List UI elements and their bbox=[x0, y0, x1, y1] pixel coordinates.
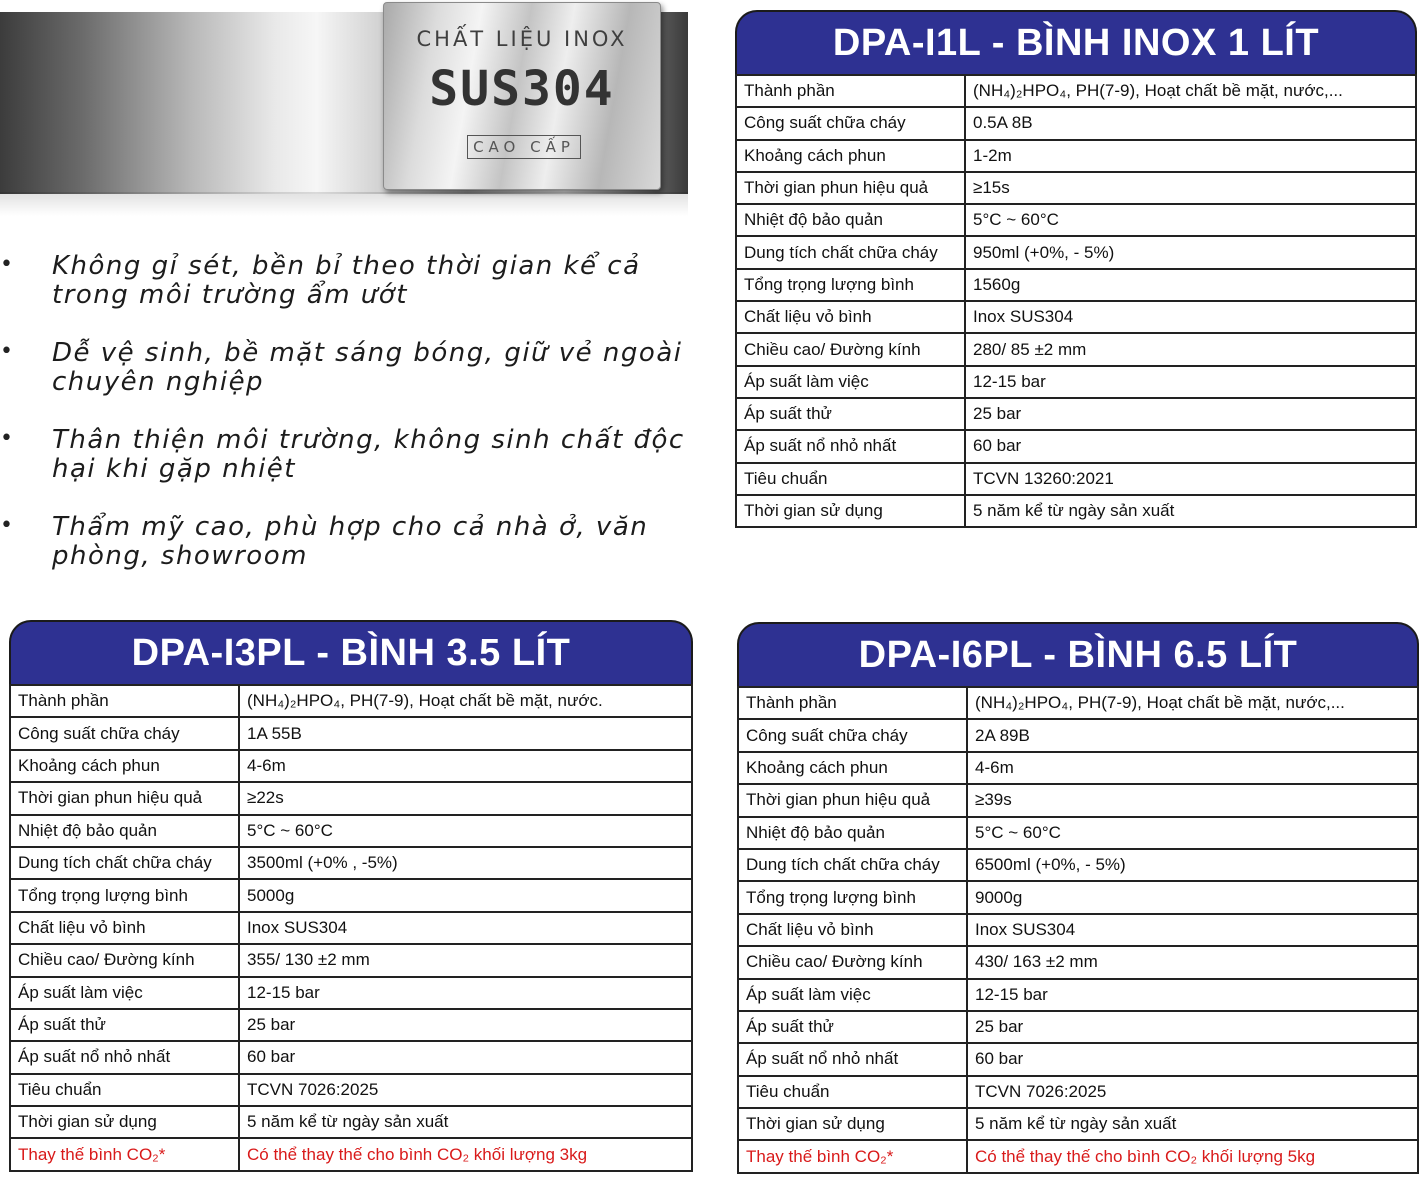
spec-label: Thành phần bbox=[10, 685, 239, 717]
spec-value: TCVN 7026:2025 bbox=[967, 1076, 1418, 1108]
spec-value: 5°C ~ 60°C bbox=[965, 204, 1416, 236]
spec-value: 12-15 bar bbox=[967, 979, 1418, 1011]
spec-row bbox=[738, 1108, 1418, 1140]
spec-label: Áp suất làm việc bbox=[738, 979, 967, 1011]
plate-line-2: SUS304 bbox=[429, 61, 615, 117]
spec-label: Chiều cao/ Đường kính bbox=[738, 946, 967, 978]
spec-row bbox=[736, 269, 1416, 301]
spec-row bbox=[738, 687, 1418, 719]
spec-label: Áp suất làm việc bbox=[10, 977, 239, 1009]
spec-row bbox=[10, 782, 692, 814]
spec-value: 5000g bbox=[239, 879, 692, 911]
spec-label: Tổng trọng lượng bình bbox=[736, 269, 965, 301]
spec-label: Thời gian sử dụng bbox=[736, 495, 965, 527]
spec-row bbox=[10, 912, 692, 944]
spec-row bbox=[10, 1106, 692, 1138]
spec-row bbox=[736, 236, 1416, 268]
spec-label: Thời gian phun hiệu quả bbox=[736, 172, 965, 204]
spec-value: 5°C ~ 60°C bbox=[967, 817, 1418, 849]
spec-value: ≥15s bbox=[965, 172, 1416, 204]
spec-label: Công suất chữa cháy bbox=[738, 719, 967, 751]
spec-row bbox=[10, 1009, 692, 1041]
spec-row bbox=[736, 463, 1416, 495]
spec-value: 355/ 130 ±2 mm bbox=[239, 944, 692, 976]
spec-label: Chiều cao/ Đường kính bbox=[736, 333, 965, 365]
feature-text: Thẩm mỹ cao, phù hợp cho cả nhà ở, văn phòng, showroom bbox=[52, 512, 649, 571]
spec-label: Nhiệt độ bảo quản bbox=[10, 815, 239, 847]
spec-row bbox=[736, 107, 1416, 139]
spec-row bbox=[738, 979, 1418, 1011]
spec-row bbox=[738, 1011, 1418, 1043]
spec-value: 280/ 85 ±2 mm bbox=[965, 333, 1416, 365]
spec-label: Dung tích chất chữa cháy bbox=[10, 847, 239, 879]
spec-table-6-5l bbox=[737, 622, 1419, 1174]
spec-value: 430/ 163 ±2 mm bbox=[967, 946, 1418, 978]
spec-value: (NH₄)₂HPO₄, PH(7-9), Hoạt chất bề mặt, nước,... bbox=[967, 687, 1418, 719]
spec-label: Chiều cao/ Đường kính bbox=[10, 944, 239, 976]
spec-label: Áp suất thử bbox=[736, 398, 965, 430]
spec-label: Áp suất nổ nhỏ nhất bbox=[736, 430, 965, 462]
spec-row bbox=[736, 172, 1416, 204]
spec-label: Chất liệu vỏ bình bbox=[736, 301, 965, 333]
spec-row bbox=[738, 881, 1418, 913]
spec-table-body bbox=[9, 684, 693, 1172]
spec-row bbox=[10, 847, 692, 879]
spec-label: Thời gian phun hiệu quả bbox=[738, 784, 967, 816]
bullet-icon: • bbox=[0, 252, 13, 277]
spec-row bbox=[738, 817, 1418, 849]
spec-title: DPA-I3PL - BÌNH 3.5 LÍT bbox=[9, 620, 693, 684]
spec-label: Áp suất nổ nhỏ nhất bbox=[738, 1043, 967, 1075]
feature-text: Dễ vệ sinh, bề mặt sáng bóng, giữ vẻ ngoài chuyên nghiệp bbox=[52, 338, 683, 397]
spec-row bbox=[10, 879, 692, 911]
spec-row bbox=[736, 495, 1416, 527]
feature-item bbox=[0, 426, 700, 483]
spec-value: 60 bar bbox=[967, 1043, 1418, 1075]
spec-label: Nhiệt độ bảo quản bbox=[738, 817, 967, 849]
spec-table-1l bbox=[735, 10, 1417, 528]
spec-value: 950ml (+0%, - 5%) bbox=[965, 236, 1416, 268]
spec-row bbox=[736, 398, 1416, 430]
spec-row bbox=[736, 333, 1416, 365]
spec-row bbox=[738, 784, 1418, 816]
spec-value: 25 bar bbox=[965, 398, 1416, 430]
spec-value: 4-6m bbox=[239, 750, 692, 782]
bullet-icon: • bbox=[0, 513, 13, 538]
spec-row bbox=[10, 750, 692, 782]
spec-label: Áp suất thử bbox=[738, 1011, 967, 1043]
spec-value: 12-15 bar bbox=[239, 977, 692, 1009]
spec-value: (NH₄)₂HPO₄, PH(7-9), Hoạt chất bề mặt, nước,... bbox=[965, 75, 1416, 107]
spec-row bbox=[10, 717, 692, 749]
spec-row bbox=[10, 685, 692, 717]
spec-value: 60 bar bbox=[239, 1041, 692, 1073]
bullet-icon: • bbox=[0, 339, 13, 364]
spec-value: Inox SUS304 bbox=[965, 301, 1416, 333]
spec-value: 1560g bbox=[965, 269, 1416, 301]
spec-label: Thời gian sử dụng bbox=[10, 1106, 239, 1138]
plate-line-1: CHẤT LIỆU INOX bbox=[416, 27, 628, 51]
spec-value: Inox SUS304 bbox=[967, 914, 1418, 946]
spec-row bbox=[736, 140, 1416, 172]
spec-value: Có thể thay thế cho bình CO₂ khối lượng 3kg bbox=[239, 1138, 692, 1170]
spec-label: Công suất chữa cháy bbox=[10, 717, 239, 749]
spec-label: Tổng trọng lượng bình bbox=[738, 881, 967, 913]
spec-label: Tổng trọng lượng bình bbox=[10, 879, 239, 911]
spec-table-body bbox=[737, 686, 1419, 1174]
spec-value: 12-15 bar bbox=[965, 366, 1416, 398]
spec-label: Dung tích chất chữa cháy bbox=[736, 236, 965, 268]
spec-value: 5 năm kể từ ngày sản xuất bbox=[967, 1108, 1418, 1140]
spec-value: 25 bar bbox=[239, 1009, 692, 1041]
inox-plate-badge bbox=[383, 2, 661, 190]
spec-row bbox=[10, 1074, 692, 1106]
spec-value: Có thể thay thế cho bình CO₂ khối lượng 5kg bbox=[967, 1140, 1418, 1172]
spec-value: TCVN 7026:2025 bbox=[239, 1074, 692, 1106]
spec-row bbox=[736, 301, 1416, 333]
spec-value: 5 năm kể từ ngày sản xuất bbox=[965, 495, 1416, 527]
feature-item bbox=[0, 339, 700, 396]
spec-label: Thành phần bbox=[738, 687, 967, 719]
spec-row bbox=[10, 977, 692, 1009]
spec-label: Tiêu chuẩn bbox=[738, 1076, 967, 1108]
feature-text: Thân thiện môi trường, không sinh chất độc hại khi gặp nhiệt bbox=[52, 425, 685, 484]
spec-label: Thời gian phun hiệu quả bbox=[10, 782, 239, 814]
spec-value: 5 năm kể từ ngày sản xuất bbox=[239, 1106, 692, 1138]
spec-row bbox=[10, 944, 692, 976]
spec-label: Thành phần bbox=[736, 75, 965, 107]
spec-title: DPA-I1L - BÌNH INOX 1 LÍT bbox=[735, 10, 1417, 74]
spec-table-body bbox=[735, 74, 1417, 528]
spec-value: ≥39s bbox=[967, 784, 1418, 816]
spec-value: 3500ml (+0% , -5%) bbox=[239, 847, 692, 879]
spec-row bbox=[738, 719, 1418, 751]
spec-row bbox=[10, 1041, 692, 1073]
spec-row bbox=[738, 1140, 1418, 1172]
spec-value: 2A 89B bbox=[967, 719, 1418, 751]
spec-label: Công suất chữa cháy bbox=[736, 107, 965, 139]
feature-item bbox=[0, 252, 700, 309]
spec-label: Tiêu chuẩn bbox=[10, 1074, 239, 1106]
spec-value: 1A 55B bbox=[239, 717, 692, 749]
spec-row bbox=[738, 946, 1418, 978]
spec-row bbox=[736, 366, 1416, 398]
spec-label: Chất liệu vỏ bình bbox=[10, 912, 239, 944]
spec-label: Thay thế bình CO₂* bbox=[738, 1140, 967, 1172]
spec-row bbox=[10, 1138, 692, 1170]
spec-row bbox=[736, 204, 1416, 236]
spec-row bbox=[736, 430, 1416, 462]
spec-row bbox=[738, 1043, 1418, 1075]
spec-label: Thay thế bình CO₂* bbox=[10, 1138, 239, 1170]
spec-label: Áp suất thử bbox=[10, 1009, 239, 1041]
spec-label: Tiêu chuẩn bbox=[736, 463, 965, 495]
spec-label: Chất liệu vỏ bình bbox=[738, 914, 967, 946]
spec-row bbox=[738, 849, 1418, 881]
spec-row bbox=[10, 815, 692, 847]
spec-label: Khoảng cách phun bbox=[736, 140, 965, 172]
spec-row bbox=[736, 75, 1416, 107]
spec-label: Khoảng cách phun bbox=[10, 750, 239, 782]
spec-row bbox=[738, 752, 1418, 784]
spec-label: Áp suất nổ nhỏ nhất bbox=[10, 1041, 239, 1073]
feature-list bbox=[0, 252, 700, 600]
spec-value: Inox SUS304 bbox=[239, 912, 692, 944]
spec-title: DPA-I6PL - BÌNH 6.5 LÍT bbox=[737, 622, 1419, 686]
spec-value: 4-6m bbox=[967, 752, 1418, 784]
spec-row bbox=[738, 1076, 1418, 1108]
spec-label: Khoảng cách phun bbox=[738, 752, 967, 784]
spec-label: Áp suất làm việc bbox=[736, 366, 965, 398]
spec-value: 6500ml (+0%, - 5%) bbox=[967, 849, 1418, 881]
banner-shadow bbox=[0, 192, 688, 216]
spec-label: Thời gian sử dụng bbox=[738, 1108, 967, 1140]
spec-value: TCVN 13260:2021 bbox=[965, 463, 1416, 495]
bullet-icon: • bbox=[0, 426, 13, 451]
spec-label: Nhiệt độ bảo quản bbox=[736, 204, 965, 236]
spec-row bbox=[738, 914, 1418, 946]
spec-value: 0.5A 8B bbox=[965, 107, 1416, 139]
feature-text: Không gỉ sét, bền bỉ theo thời gian kể cả trong môi trường ẩm ướt bbox=[52, 251, 641, 310]
spec-value: 1-2m bbox=[965, 140, 1416, 172]
spec-label: Dung tích chất chữa cháy bbox=[738, 849, 967, 881]
feature-item bbox=[0, 513, 700, 570]
plate-line-3: CAO CẤP bbox=[467, 135, 581, 159]
spec-value: 60 bar bbox=[965, 430, 1416, 462]
spec-value: 9000g bbox=[967, 881, 1418, 913]
spec-value: 5°C ~ 60°C bbox=[239, 815, 692, 847]
spec-value: 25 bar bbox=[967, 1011, 1418, 1043]
spec-table-3-5l bbox=[9, 620, 693, 1172]
spec-value: ≥22s bbox=[239, 782, 692, 814]
spec-value: (NH₄)₂HPO₄, PH(7-9), Hoạt chất bề mặt, nước. bbox=[239, 685, 692, 717]
